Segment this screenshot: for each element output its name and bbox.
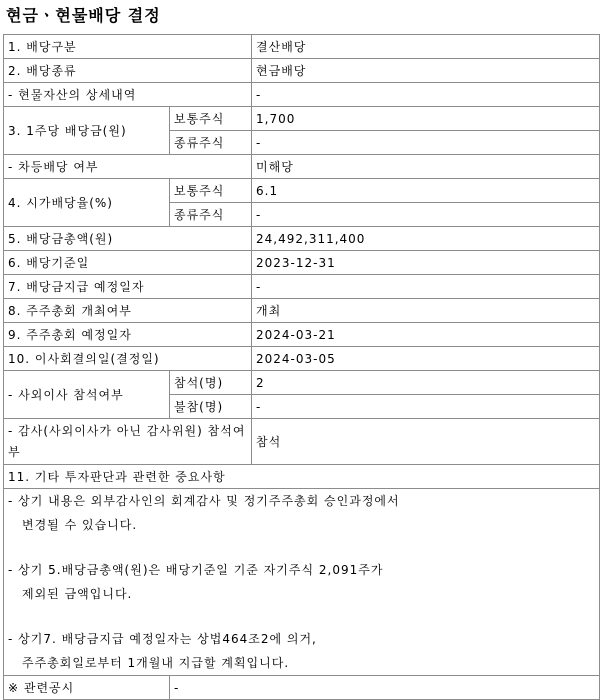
- table-row: [4, 35, 600, 59]
- sub-label: 종류주식: [170, 203, 252, 227]
- sub-label: 보통주식: [170, 179, 252, 203]
- table-row: [4, 59, 600, 83]
- note-line: - 상기7. 배당금지급 예정일자는 상법464조2에 의거,: [8, 632, 317, 646]
- row-value: 현금배당: [252, 59, 600, 83]
- row-label: - 사외이사 참석여부: [4, 371, 170, 419]
- page-title: 현금ㆍ현물배당 결정: [6, 6, 161, 25]
- notes-cell: [4, 489, 600, 676]
- table-row: [4, 676, 600, 700]
- row-value: 2: [252, 371, 600, 395]
- row-value: 1,700: [252, 107, 600, 131]
- row-value: 2024-03-05: [252, 347, 600, 371]
- row-value: 2024-03-21: [252, 323, 600, 347]
- table-row: [4, 371, 600, 395]
- note-line: 주주총회일로부터 1개월내 지급할 계획입니다.: [22, 656, 290, 670]
- row-value: -: [252, 83, 600, 107]
- sub-label: 종류주식: [170, 131, 252, 155]
- table-row: [4, 465, 600, 489]
- row-label: 10. 이사회결의일(결정일): [4, 347, 252, 371]
- row-value: 개최: [252, 299, 600, 323]
- note-line: 제외된 금액입니다.: [22, 587, 133, 601]
- table-row: [4, 299, 600, 323]
- table-row: [4, 347, 600, 371]
- row-value: 6.1: [252, 179, 600, 203]
- row-value: -: [252, 275, 600, 299]
- sub-label: 보통주식: [170, 107, 252, 131]
- table-row: [4, 107, 600, 131]
- row-value: 미해당: [252, 155, 600, 179]
- table-row: [4, 227, 600, 251]
- note-line: 변경될 수 있습니다.: [22, 518, 138, 532]
- row-label: 3. 1주당 배당금(원): [4, 107, 170, 155]
- note-line: - 상기 5.배당금총액(원)은 배당기준일 기준 자기주식 2,091주가: [8, 563, 384, 577]
- row-label: 5. 배당금총액(원): [4, 227, 252, 251]
- row-label: 6. 배당기준일: [4, 251, 252, 275]
- row-value: -: [252, 131, 600, 155]
- table-row: [4, 323, 600, 347]
- row-label: 8. 주주총회 개최여부: [4, 299, 252, 323]
- sub-label: 참석(명): [170, 371, 252, 395]
- note-line: - 상기 내용은 외부감사인의 회계감사 및 정기주주총회 승인과정에서: [8, 494, 400, 508]
- row-label: 9. 주주총회 예정일자: [4, 323, 252, 347]
- note-spacer: [8, 537, 595, 558]
- row-value: -: [252, 395, 600, 419]
- note-spacer: [8, 606, 595, 627]
- row-label: - 감사(사외이사가 아닌 감사위원) 참석여부: [4, 419, 252, 465]
- row-value: 참석: [252, 419, 600, 465]
- table-row: [4, 179, 600, 203]
- related-disclosure-label: ※ 관련공시: [4, 676, 170, 700]
- table-row: [4, 155, 600, 179]
- row-label: 7. 배당금지급 예정일자: [4, 275, 252, 299]
- row-value: 결산배당: [252, 35, 600, 59]
- table-row: [4, 419, 600, 465]
- notes-row: [4, 489, 600, 676]
- row-label: 1. 배당구분: [4, 35, 252, 59]
- row-value: 24,492,311,400: [252, 227, 600, 251]
- table-row: [4, 251, 600, 275]
- row-label: 11. 기타 투자판단과 관련한 중요사항: [4, 465, 600, 489]
- table-row: [4, 83, 600, 107]
- row-value: 2023-12-31: [252, 251, 600, 275]
- related-disclosure-value: -: [170, 676, 600, 700]
- row-value: -: [252, 203, 600, 227]
- row-label: - 현물자산의 상세내역: [4, 83, 252, 107]
- row-label: 4. 시가배당율(%): [4, 179, 170, 227]
- row-label: - 차등배당 여부: [4, 155, 252, 179]
- row-label: 2. 배당종류: [4, 59, 252, 83]
- table-row: [4, 275, 600, 299]
- sub-label: 불참(명): [170, 395, 252, 419]
- dividend-decision-table: [3, 34, 600, 700]
